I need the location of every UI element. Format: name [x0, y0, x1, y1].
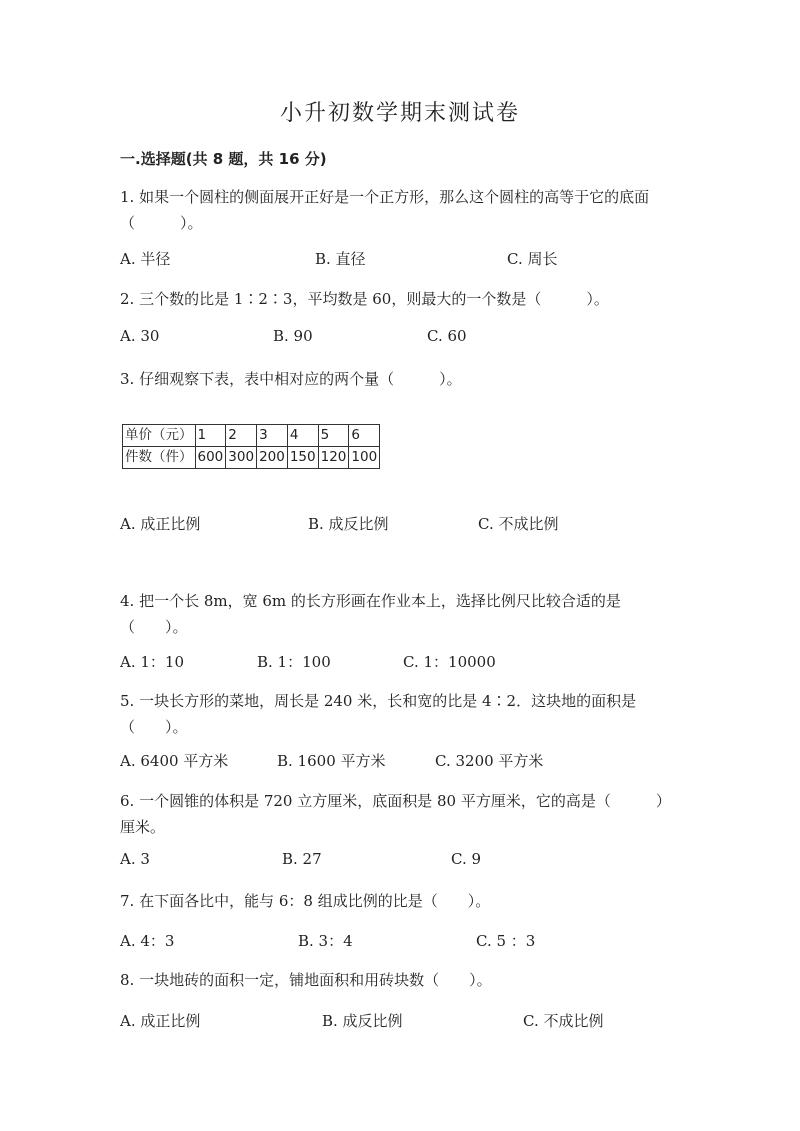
- option-b[interactable]: B. 1：100: [257, 653, 331, 671]
- table-cell: 2: [226, 425, 257, 447]
- options-5: [120, 750, 700, 772]
- option-a[interactable]: A. 3: [120, 850, 150, 868]
- table-cell: 5: [318, 425, 349, 447]
- question-5: 5. 一块长方形的菜地，周长是 240 米，长和宽的比是 4∶2．这块地的面积是（ ）。: [120, 692, 637, 736]
- option-b[interactable]: B. 成反比例: [308, 515, 389, 533]
- section-heading: 一.选择题(共 8 题，共 16 分): [120, 150, 327, 168]
- question-1: 1. 如果一个圆柱的侧面展开正好是一个正方形，那么这个圆柱的高等于它的底面（ ）。: [120, 188, 650, 232]
- option-a[interactable]: A. 成正比例: [120, 515, 201, 533]
- options-3: [120, 513, 700, 535]
- option-c[interactable]: C. 5 ：3: [476, 932, 536, 950]
- table-row: [123, 447, 380, 469]
- option-b[interactable]: B. 90: [273, 327, 313, 345]
- option-c[interactable]: C. 不成比例: [523, 1012, 604, 1030]
- option-a[interactable]: A. 30: [120, 327, 160, 345]
- question-7: 7. 在下面各比中，能与 6：8 组成比例的比是（ ）。: [120, 892, 491, 910]
- question-8: 8. 一块地砖的面积一定，铺地面积和用砖块数（ ）。: [120, 971, 492, 989]
- option-c[interactable]: C. 周长: [507, 250, 558, 268]
- option-c[interactable]: C. 1：10000: [403, 653, 496, 671]
- question-3: 3. 仔细观察下表，表中相对应的两个量（ ）。: [120, 370, 462, 388]
- options-8: [120, 1010, 700, 1032]
- page-title: 小升初数学期末测试卷: [279, 101, 520, 126]
- table-cell: 100: [349, 447, 380, 469]
- option-c[interactable]: C. 3200 平方米: [435, 752, 544, 770]
- options-2: [120, 327, 700, 349]
- option-a[interactable]: A. 6400 平方米: [120, 752, 229, 770]
- options-1: [120, 248, 700, 270]
- options-6: [120, 850, 700, 872]
- option-b[interactable]: B. 1600 平方米: [277, 752, 386, 770]
- table-cell: 300: [226, 447, 257, 469]
- question-4: 4. 把一个长 8m，宽 6m 的长方形画在作业本上，选择比例尺比较合适的是（ ）。: [120, 592, 621, 636]
- option-a[interactable]: A. 成正比例: [120, 1012, 201, 1030]
- option-b[interactable]: B. 直径: [315, 250, 366, 268]
- option-a[interactable]: A. 4：3: [120, 932, 175, 950]
- option-a[interactable]: A. 1：10: [120, 653, 184, 671]
- table-cell: 150: [287, 447, 318, 469]
- table-cell: 4: [287, 425, 318, 447]
- options-7: [120, 930, 700, 952]
- option-a[interactable]: A. 半径: [120, 250, 171, 268]
- table-cell: 6: [349, 425, 380, 447]
- table-cell: 单价（元）: [123, 425, 196, 447]
- table-cell: 120: [318, 447, 349, 469]
- option-c[interactable]: C. 不成比例: [478, 515, 559, 533]
- question-6: 6. 一个圆锥的体积是 720 立方厘米，底面积是 80 平方厘米，它的高是（ ）厘米。: [120, 792, 671, 836]
- option-c[interactable]: C. 60: [427, 327, 467, 345]
- data-table: [122, 424, 380, 469]
- option-b[interactable]: B. 成反比例: [322, 1012, 403, 1030]
- question-2: 2. 三个数的比是 1∶2∶3，平均数是 60，则最大的一个数是（ ）。: [120, 290, 609, 308]
- option-b[interactable]: B. 27: [282, 850, 322, 868]
- option-b[interactable]: B. 3：4: [298, 932, 353, 950]
- table-cell: 件数（件）: [123, 447, 196, 469]
- table-cell: 200: [257, 447, 288, 469]
- options-4: [120, 651, 700, 673]
- option-c[interactable]: C. 9: [451, 850, 482, 868]
- table-cell: 1: [195, 425, 226, 447]
- table-cell: 600: [195, 447, 226, 469]
- table-cell: 3: [257, 425, 288, 447]
- table-row: [123, 425, 380, 447]
